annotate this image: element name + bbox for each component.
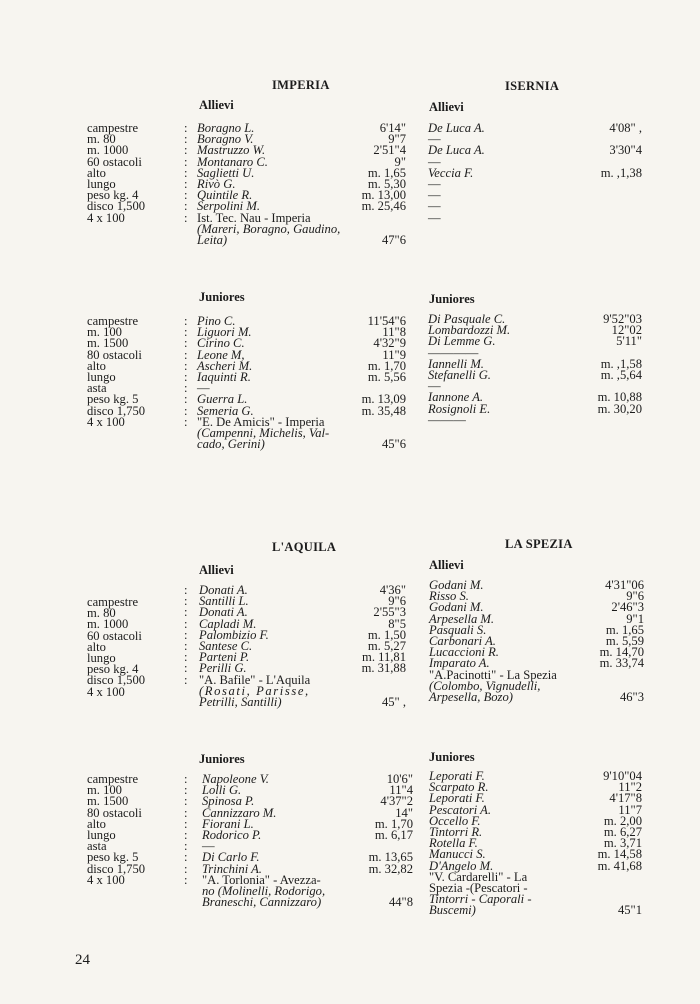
athlete-name: Stefanelli G. — [428, 367, 491, 382]
athlete-name: Capladi M. — [199, 616, 257, 631]
athlete-name: Iaquinti R. — [197, 369, 251, 384]
athlete-name: Serpolini M. — [197, 199, 260, 214]
result-value: 45"6 — [381, 437, 406, 452]
athlete-name: Santese C. — [199, 638, 253, 653]
province-title-laspezia: LA SPEZIA — [505, 537, 573, 551]
result-value: 9"6 — [388, 594, 406, 609]
athlete-name: Rodorico P. — [202, 827, 262, 842]
event-label: 4 x 100 — [87, 210, 125, 225]
result-value: 2'46"3 — [611, 600, 644, 615]
event-label: campestre — [87, 595, 139, 609]
result-value: m. 31,88 — [361, 661, 406, 676]
result-value — [562, 190, 642, 201]
result-value: 9" — [394, 154, 406, 169]
result-value: m. 1,70 — [367, 358, 406, 373]
result-value: 9'52"03 — [603, 312, 642, 326]
event-label: lungo — [87, 176, 116, 191]
result-value: m. 10,88 — [597, 390, 642, 405]
athlete-name: Napoleone V. — [202, 772, 269, 786]
athlete-name: Leone M, — [197, 347, 245, 362]
result-value: 4'32"9 — [373, 336, 406, 351]
result-value: 12"02 — [611, 323, 642, 338]
relay-members: Petrilli, Santilli) — [199, 694, 282, 709]
result-value: m. 33,74 — [599, 656, 644, 671]
laquila-allievi-values — [328, 585, 406, 708]
relay-members: Buscemi) — [429, 903, 476, 918]
result-value: 11"8 — [382, 325, 406, 340]
imperia-allievi-names — [197, 123, 340, 246]
result-value — [562, 883, 642, 894]
athlete-name: — — [428, 176, 441, 191]
athlete-name: Donati A. — [199, 583, 248, 597]
result-value: 11"7 — [618, 802, 642, 817]
athlete-name: Saglietti U. — [197, 165, 255, 180]
athlete-name: — — [428, 210, 441, 225]
event-label: peso kg. 5 — [87, 850, 139, 865]
relay-team: "A.Pacinotti" - La Spezia — [429, 667, 557, 682]
relay-members: (Mareri, Boragno, Gaudino, — [197, 221, 341, 236]
result-value — [328, 675, 406, 686]
athlete-name: Veccia F. — [428, 165, 474, 180]
result-value: 4'31"06 — [605, 578, 644, 592]
event-labels-top-allievi — [87, 123, 145, 224]
imperia-allievi-values — [328, 123, 406, 246]
event-label: disco 1,500 — [87, 673, 146, 688]
event-label: lungo — [87, 650, 116, 665]
result-value — [328, 875, 413, 886]
athlete-name: Godani M. — [429, 600, 484, 615]
athlete-name: Leporati F. — [429, 791, 485, 806]
relay-members: Arpesella, Bozo) — [429, 689, 513, 704]
page-number: 24 — [75, 952, 90, 968]
event-label: campestre — [87, 772, 139, 786]
imperia-juniores-values — [328, 316, 406, 450]
event-label: alto — [87, 358, 106, 373]
athlete-name: Santilli L. — [199, 594, 249, 609]
result-value: m. 35,48 — [361, 403, 406, 418]
category-juniores-laquila: Juniores — [199, 752, 245, 766]
result-value: 46"3 — [619, 689, 644, 704]
category-allievi-isernia: Allievi — [429, 100, 464, 114]
event-label: asta — [87, 839, 107, 854]
athlete-name: Lolli G. — [202, 783, 242, 798]
event-label: peso kg. 4 — [87, 662, 139, 677]
result-value: 4'17"8 — [609, 791, 642, 806]
result-value: 11"2 — [618, 780, 642, 795]
event-label: 80 ostacoli — [87, 347, 142, 362]
athlete-name: — — [428, 154, 441, 169]
event-label: m. 100 — [87, 783, 122, 798]
result-value: 14" — [395, 805, 413, 820]
event-label: campestre — [87, 314, 139, 328]
athlete-name: Mastruzzo W. — [197, 143, 266, 158]
athlete-name: Liguori M. — [197, 325, 252, 340]
colon-column: : : : : : : : : : — [184, 121, 188, 225]
category-allievi-laspezia: Allievi — [429, 558, 464, 572]
isernia-allievi-names — [428, 123, 485, 224]
result-value: m. 1,70 — [374, 816, 413, 831]
athlete-name: Rivò G. — [197, 176, 236, 191]
event-label: disco 1,750 — [87, 403, 146, 418]
result-value — [562, 201, 642, 212]
athlete-name: Di Carlo F. — [202, 850, 260, 865]
result-value: 9"7 — [388, 132, 406, 147]
laspezia-allievi-names — [429, 580, 557, 703]
result-value: m. 13,65 — [368, 850, 413, 865]
athlete-name: Parteni P. — [199, 650, 250, 665]
result-value — [562, 179, 642, 190]
result-value: 9"1 — [626, 611, 644, 626]
athlete-name: Boragno V. — [197, 132, 254, 147]
laspezia-allievi-values — [562, 580, 644, 703]
result-value — [562, 213, 642, 224]
athlete-name: Spinosa P. — [202, 794, 255, 809]
relay-members: Leita) — [197, 232, 228, 247]
result-value — [328, 417, 406, 428]
result-value: 44"8 — [388, 895, 413, 910]
result-value: 9"6 — [626, 589, 644, 604]
category-allievi-laquila: Allievi — [199, 563, 234, 577]
isernia-juniores-values — [562, 314, 642, 426]
athlete-name: Godani M. — [429, 578, 484, 592]
result-value: m. 1,65 — [367, 165, 406, 180]
province-title-imperia: IMPERIA — [272, 78, 330, 92]
result-value: 3'30"4 — [609, 143, 642, 158]
athlete-name: Lucaccioni R. — [429, 645, 499, 660]
result-value: m. 32,82 — [368, 861, 413, 876]
province-title-laquila: L'AQUILA — [272, 540, 337, 554]
result-value: m. ,1,58 — [600, 356, 642, 371]
result-value: m. 1,50 — [367, 627, 406, 642]
athlete-name: Di Pasquale C. — [428, 312, 506, 326]
result-value: m. 11,81 — [362, 650, 406, 665]
relay-members: no (Molinelli, Rodorigo, — [202, 883, 326, 898]
result-value: 4'08" , — [609, 121, 642, 135]
result-value: m. 14,58 — [597, 847, 642, 862]
athlete-name: Montanaro C. — [197, 154, 268, 169]
relay-members: (Rosati, Parisse, — [199, 683, 310, 698]
colon-column: : : : : : : : : : : — [184, 772, 188, 887]
athlete-name: De Luca A. — [428, 121, 485, 135]
athlete-name: Semeria G. — [197, 403, 254, 418]
category-juniores-isernia: Juniores — [429, 292, 475, 306]
relay-members: cado, Gerini) — [197, 437, 265, 452]
athlete-name: Risso S. — [429, 589, 469, 604]
athlete-name: Carbonari A. — [429, 633, 496, 648]
athlete-name: — — [202, 839, 215, 854]
result-value: m. 3,71 — [603, 836, 642, 851]
result-value: 10'6" — [386, 772, 413, 786]
event-label: asta — [87, 381, 107, 396]
result-value: 11"4 — [389, 783, 413, 798]
athlete-name: D'Angelo M. — [429, 858, 494, 873]
event-label: lungo — [87, 369, 116, 384]
result-value: m. 13,00 — [361, 188, 406, 203]
relay-team: "E. De Amicis" - Imperia — [197, 414, 325, 429]
result-value: 4'37"2 — [380, 794, 413, 809]
athlete-name: Manucci S. — [429, 847, 486, 862]
result-value: m. 25,46 — [361, 199, 406, 214]
event-label: disco 1,500 — [87, 199, 146, 214]
event-label: lungo — [87, 827, 116, 842]
result-value: m. 30,20 — [597, 401, 642, 416]
event-label: 60 ostacoli — [87, 628, 142, 643]
athlete-name: Boragno L. — [197, 121, 255, 135]
athlete-name: Pescatori A. — [429, 802, 492, 817]
result-value — [562, 670, 644, 681]
event-label: m. 100 — [87, 325, 122, 340]
athlete-name: Rotella F. — [429, 836, 478, 851]
event-label: m. 80 — [87, 606, 116, 621]
event-label: 80 ostacoli — [87, 805, 142, 820]
event-label: m. 1000 — [87, 143, 129, 158]
athlete-name: Pasquali S. — [429, 622, 487, 637]
province-title-isernia: ISERNIA — [505, 79, 560, 93]
laspezia-juniores-names — [429, 771, 532, 916]
result-value: m. 5,56 — [367, 369, 406, 384]
athlete-name: Quintile R. — [197, 188, 253, 203]
relay-team: "V. Cardarelli" - La — [429, 869, 528, 884]
event-label: peso kg. 4 — [87, 188, 139, 203]
result-value: 8"5 — [388, 616, 406, 631]
relay-members: Braneschi, Cannizzaro) — [202, 895, 322, 910]
result-value: m. 6,27 — [603, 824, 642, 839]
event-label: m. 80 — [87, 132, 116, 147]
relay-members: Spezia -(Pescatori - — [429, 880, 528, 895]
event-label: peso kg. 5 — [87, 392, 139, 407]
relay-team: "A. Torlonia" - Avezza- — [202, 872, 321, 887]
colon-column: : : : : : : : : : : — [184, 314, 188, 429]
imperia-juniores-names — [197, 316, 329, 450]
event-label: alto — [87, 816, 106, 831]
athlete-name: Arpesella M. — [429, 611, 495, 626]
result-value: 4'36" — [379, 583, 406, 597]
result-value: m. 1,65 — [605, 622, 644, 637]
result-value: 6'14" — [379, 121, 406, 135]
athlete-name: Cannizzaro M. — [202, 805, 277, 820]
result-value: m. 6,17 — [374, 827, 413, 842]
laspezia-juniores-values — [562, 771, 642, 916]
athlete-name: Perilli G. — [199, 661, 247, 676]
event-labels-bottom-allievi — [87, 597, 145, 698]
result-value: 2'51"4 — [373, 143, 406, 158]
event-label: alto — [87, 165, 106, 180]
result-value: 11'54"6 — [367, 314, 406, 328]
athlete-name: — — [428, 132, 441, 147]
result-value: m. ,5,64 — [600, 367, 642, 382]
isernia-allievi-values — [562, 123, 642, 224]
result-value: m. 2,00 — [603, 813, 642, 828]
athlete-name: Iannelli M. — [428, 356, 484, 371]
laquila-allievi-names — [199, 585, 310, 708]
category-juniores-imperia: Juniores — [199, 290, 245, 304]
result-value: 9'10"04 — [603, 769, 642, 783]
athlete-name: — — [428, 379, 441, 394]
result-value: m. 13,09 — [361, 392, 406, 407]
isernia-juniores-names — [428, 314, 510, 426]
category-allievi-imperia: Allievi — [199, 98, 234, 112]
athlete-name: Guerra L. — [197, 392, 248, 407]
category-juniores-laspezia: Juniores — [429, 750, 475, 764]
athlete-name: Ascheri M. — [197, 358, 253, 373]
result-value: m. 41,68 — [597, 858, 642, 873]
event-label: alto — [87, 639, 106, 654]
laquila-juniores-names — [202, 774, 325, 908]
event-label: m. 1000 — [87, 617, 129, 632]
event-label: 60 ostacoli — [87, 154, 142, 169]
result-value — [328, 213, 406, 224]
athlete-name: Scarpato R. — [429, 780, 489, 795]
result-value: m. 14,70 — [599, 645, 644, 660]
athlete-name: ——— — [428, 412, 466, 427]
relay-team: "A. Bafile" - L'Aquila — [199, 672, 311, 687]
athlete-name: Occello F. — [429, 813, 481, 828]
laquila-juniores-values — [328, 774, 413, 908]
athlete-name: Palombizio F. — [199, 627, 269, 642]
result-value: 45" , — [381, 694, 406, 709]
relay-members: Tintorri - Caporali - — [429, 892, 532, 907]
result-value: m. 5,27 — [367, 638, 406, 653]
athlete-name: Cirino C. — [197, 336, 245, 351]
athlete-name: Leporati F. — [429, 769, 485, 783]
event-labels-top-juniores — [87, 316, 145, 428]
result-value: m. ,1,38 — [600, 165, 642, 180]
colon-column: : : : : : : : : : — [184, 583, 188, 687]
athlete-name: Imparato A. — [429, 656, 490, 671]
athlete-name: — — [428, 188, 441, 203]
event-label: 4 x 100 — [87, 872, 125, 887]
result-value: 11"9 — [382, 347, 406, 362]
event-labels-bottom-juniores — [87, 774, 145, 886]
result-value: 45"1 — [617, 903, 642, 918]
result-value: 5'11" — [616, 334, 642, 349]
event-label: disco 1,750 — [87, 861, 146, 876]
event-label: campestre — [87, 121, 139, 135]
relay-team: Ist. Tec. Nau - Imperia — [197, 210, 311, 225]
result-value: 47"6 — [381, 232, 406, 247]
result-value: m. 5,30 — [367, 176, 406, 191]
athlete-name: Rosignoli E. — [428, 401, 491, 416]
athlete-name: Iannone A. — [428, 390, 484, 405]
result-value — [562, 415, 642, 426]
event-label: 4 x 100 — [87, 684, 125, 699]
athlete-name: Lombardozzi M. — [428, 323, 511, 338]
athlete-name: Fiorani L. — [202, 816, 254, 831]
athlete-name: Di Lemme G. — [428, 334, 496, 349]
athlete-name: Trinchini A. — [202, 861, 262, 876]
result-value — [562, 872, 642, 883]
relay-members: (Campenni, Michelis, Val- — [197, 425, 330, 440]
event-label: m. 1500 — [87, 336, 129, 351]
relay-members: (Colombo, Vignudelli, — [429, 678, 541, 693]
result-value: 2'55"3 — [373, 605, 406, 620]
athlete-name: Tintorri R. — [429, 824, 483, 839]
athlete-name: — — [428, 199, 441, 214]
athlete-name: Pino C. — [197, 314, 236, 328]
result-value: m. 5,59 — [605, 633, 644, 648]
athlete-name: ———— — [428, 345, 479, 360]
event-label: 4 x 100 — [87, 414, 125, 429]
athlete-name: Donati A. — [199, 605, 248, 620]
athlete-name: — — [197, 381, 210, 396]
athlete-name: De Luca A. — [428, 143, 485, 158]
event-label: m. 1500 — [87, 794, 129, 809]
